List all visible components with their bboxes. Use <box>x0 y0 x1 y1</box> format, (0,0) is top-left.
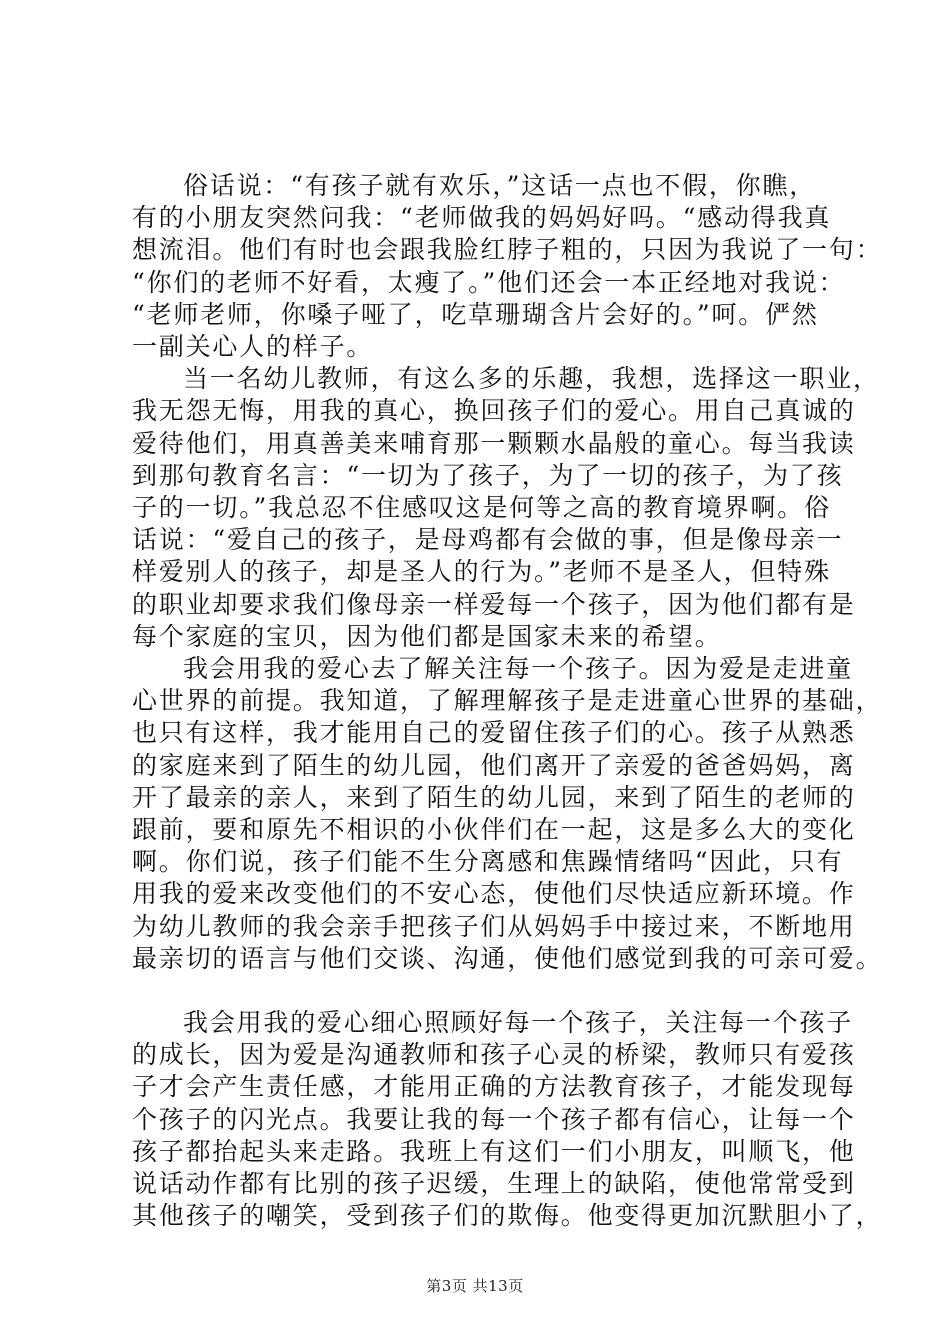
body-text <box>132 170 883 1233</box>
paragraph-3-line-8: 用我的爱来改变他们的不安心态，使他们尽快适应新环境。作 <box>132 879 856 909</box>
paragraph-3-line-1: 我会用我的爱心去了解关注每一个孩子。因为爱是走进童 <box>183 654 854 684</box>
paragraph-2-line-5: 子的一切。”我总忍不住感叹这是何等之高的教育境界啊。俗 <box>132 493 831 523</box>
paragraph-2-line-6: 话说：“爱自己的孩子，是母鸡都有会做的事，但是像母亲一 <box>132 525 844 555</box>
paragraph-2-line-8: 的职业却要求我们像母亲一样爱每一个孩子，因为他们都有是 <box>132 589 856 619</box>
paragraph-4-line-5: 孩子都抬起头来走路。我班上有这们一们小朋友，叫顺飞，他 <box>132 1136 856 1166</box>
paragraph-4-line-6: 说话动作都有比别的孩子迟缓，生理上的缺陷，使他常常受到 <box>132 1169 856 1199</box>
paragraph-2-line-2: 我无怨无悔，用我的真心，换回孩子们的爱心。用自己真诚的 <box>132 396 856 426</box>
paragraph-3-line-7: 啊。你们说，孩子们能不生分离感和焦躁情绪吗“因此，只有 <box>132 847 844 877</box>
paragraph-3-line-5: 开了最亲的亲人，来到了陌生的幼儿园，来到了陌生的老师的 <box>132 782 856 812</box>
paragraph-4-line-7: 其他孩子的嘲笑，受到孩子们的欺侮。他变得更加沉默胆小了， <box>132 1201 883 1231</box>
page-footer <box>0 1275 950 1296</box>
paragraph-3-line-6: 跟前，要和原先不相识的小伙伴们在一起，这是多么大的变化 <box>132 815 856 845</box>
paragraph-2-line-1: 当一名幼儿教师，有这么多的乐趣，我想，选择这一职业， <box>183 364 880 394</box>
paragraph-3-line-9: 为幼儿教师的我会亲手把孩子们从妈妈手中接过来，不断地用 <box>132 911 856 941</box>
paragraph-2-line-9: 每个家庭的宝贝，因为他们都是国家未来的希望。 <box>132 621 722 651</box>
paragraph-2-line-4: 到那句教育名言：“一切为了孩子，为了一切的孩子，为了孩 <box>132 460 844 490</box>
paragraph-gap <box>132 975 852 1007</box>
paragraph-3-line-4: 的家庭来到了陌生的幼儿园，他们离开了亲爱的爸爸妈妈，离 <box>132 750 856 780</box>
paragraph-3-line-3: 也只有这样，我才能用自己的爱留住孩子们的心。孩子从熟悉 <box>132 718 856 748</box>
paragraph-1-line-2: 有的小朋友突然问我：“老师做我的妈妈好吗。“感动得我真 <box>132 203 832 233</box>
paragraph-1-line-5: “老师老师，你嗓子哑了，吃草珊瑚含片会好的。”呵。俨然 <box>132 299 819 329</box>
paragraph-1-line-4: “你们的老师不好看，太瘦了。”他们还会一本正经地对我说： <box>132 267 846 297</box>
paragraph-3-line-10: 最亲切的语言与他们交谈、沟通，使他们感觉到我的可亲可爱。 <box>132 943 883 973</box>
paragraph-1-line-6: 一副关心人的样子。 <box>132 332 374 362</box>
paragraph-1-line-3: 想流泪。他们有时也会跟我脸红脖子粗的，只因为我说了一句： <box>132 235 883 265</box>
paragraph-4-line-3: 子才会产生责任感，才能用正确的方法教育孩子，才能发现每 <box>132 1072 856 1102</box>
paragraph-2-line-3: 爱待他们，用真善美来哺育那一颗颗水晶般的童心。每当我读 <box>132 428 856 458</box>
paragraph-2-line-7: 样爱别人的孩子，却是圣人的行为。”老师不是圣人，但特殊 <box>132 557 831 587</box>
paragraph-4-line-2: 的成长，因为爱是沟通教师和孩子心灵的桥梁，教师只有爱孩 <box>132 1040 856 1070</box>
page-number-label: 第3页 共13页 <box>426 1277 524 1295</box>
paragraph-1-line-1: 俗话说：“有孩子就有欢乐，”这话一点也不假，你瞧， <box>183 171 817 200</box>
paragraph-3-line-2: 心世界的前提。我知道，了解理解孩子是走进童心世界的基础， <box>132 686 883 716</box>
paragraph-4-line-4: 个孩子的闪光点。我要让我的每一个孩子都有信心，让每一个 <box>132 1104 856 1134</box>
paragraph-4-line-1: 我会用我的爱心细心照顾好每一个孩子，关注每一个孩子 <box>183 1008 854 1038</box>
